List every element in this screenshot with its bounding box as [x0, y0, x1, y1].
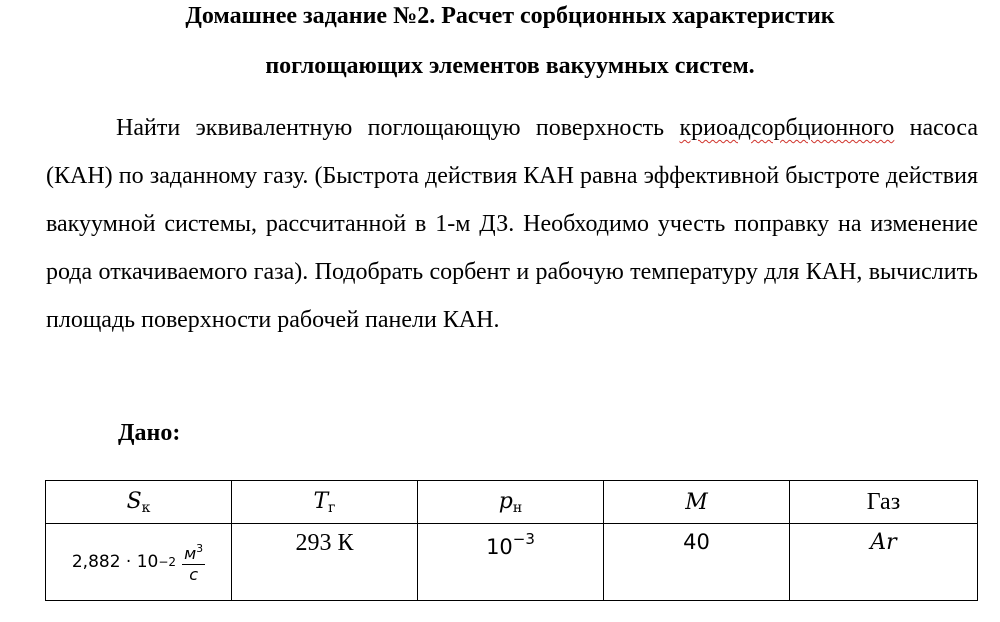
pn-exponent: −3: [512, 530, 535, 548]
pn-base: 10: [486, 535, 513, 559]
pn-subscript: н: [512, 499, 523, 516]
sk-value: [46, 524, 231, 600]
sk-mantissa: 2,882 · 10: [71, 552, 159, 572]
header-tg: [232, 481, 418, 524]
sk-unit-numerator: [182, 539, 205, 565]
sk-subscript: к: [141, 499, 151, 516]
task-paragraph: [46, 104, 978, 344]
sk-symbol: S: [126, 488, 142, 514]
gas-header-label: Газ: [866, 488, 901, 515]
sk-unit-num-base: м: [184, 544, 197, 563]
header-gas: [790, 481, 978, 524]
table-row: [46, 524, 978, 601]
cell-gas-value: [790, 524, 978, 601]
paragraph-text-rest: насоса (КАН) по заданному газу. (Быстрота действия КАН равна эффективной быстроте действия вакуумной системы, рассчитанной в 1-м ДЗ. Необходимо учесть поправку на изменение рода откачиваемого газа). Подобрать сорбент и рабочую температуру для КАН, вычислить площадь поверхности рабочей панели КАН.: [46, 115, 979, 333]
sk-unit-num-exp: 3: [196, 542, 204, 555]
m-value: 40: [683, 530, 710, 554]
gas-value: Ar: [870, 530, 897, 555]
cell-sk-value: [46, 524, 232, 601]
table-header-row: [46, 481, 978, 524]
sk-unit-denominator: с: [189, 565, 198, 584]
tg-symbol: T: [313, 488, 329, 514]
header-sk: [46, 481, 232, 524]
title-line-2: поглощающих элементов вакуумных систем.: [265, 53, 755, 79]
m-symbol: M: [685, 489, 708, 515]
cell-tg-value: [232, 524, 418, 601]
tg-subscript: г: [328, 499, 336, 516]
header-m: [604, 481, 790, 524]
cell-pn-value: [418, 524, 604, 601]
pn-value: [418, 524, 603, 559]
given-data-table: [45, 480, 978, 601]
header-pn: [418, 481, 604, 524]
paragraph-text-start: Найти эквивалентную поглощающую поверхность: [116, 115, 680, 141]
spellcheck-word[interactable]: криоадсорбционного: [679, 115, 895, 141]
sk-exponent: −2: [158, 555, 177, 569]
tg-value: 293 К: [295, 530, 354, 556]
pn-symbol: p: [498, 488, 513, 514]
given-label: Дано:: [118, 420, 181, 446]
cell-m-value: [604, 524, 790, 601]
sk-unit-fraction: [182, 539, 205, 585]
title-line-1: Домашнее задание №2. Расчет сорбционных характеристик: [185, 3, 835, 29]
